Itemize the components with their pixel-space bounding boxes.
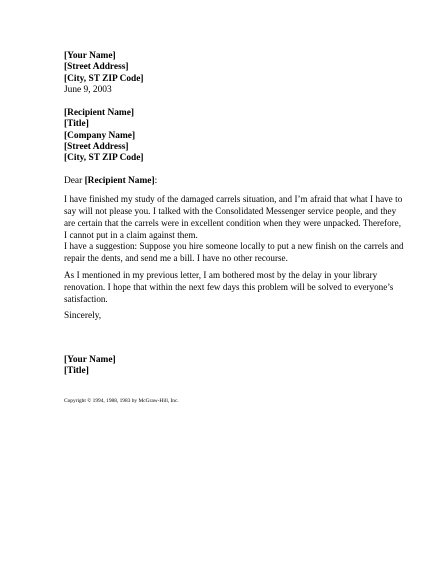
letter-date: June 9, 2003	[64, 84, 112, 95]
recipient-city[interactable]: [City, ST ZIP Code]	[64, 153, 144, 164]
recipient-street[interactable]: [Street Address]	[64, 141, 129, 152]
sender-city[interactable]: [City, ST ZIP Code]	[64, 73, 144, 84]
salutation-prefix: Dear	[64, 176, 85, 186]
closing-text: Sincerely,	[64, 311, 102, 321]
recipient-address-block	[64, 108, 404, 164]
signature-title[interactable]: [Title]	[64, 366, 89, 377]
body-paragraph-2	[64, 241, 404, 265]
salutation	[64, 176, 404, 187]
signature-block	[64, 355, 404, 378]
closing	[64, 311, 404, 322]
sender-street[interactable]: [Street Address]	[64, 62, 129, 73]
salutation-recipient-name[interactable]: [Recipient Name]	[84, 176, 155, 186]
recipient-company[interactable]: [Company Name]	[64, 130, 136, 141]
recipient-title[interactable]: [Title]	[64, 119, 89, 130]
body-paragraph-1	[64, 194, 404, 242]
paragraph-text: I have a suggestion: Suppose you hire someone locally to put a new finish on the carrels and repair the dents, and send me a bill. I have no other recourse.	[64, 241, 404, 263]
copyright-text: Copyright © 1994, 1988, 1983 by McGraw-Hill, Inc.	[64, 398, 179, 404]
paragraph-text: I have finished my study of the damaged carrels situation, and I’m afraid that what I have to say will not please you. I talked with the Consolidated Messenger service people, and they are certain that the carrels were in excellent condition when they were unpacked. Therefore, I cannot put in a claim against them.	[64, 194, 403, 240]
paragraph-text: As I mentioned in my previous letter, I am bothered most by the delay in your library renovation. I hope that within the next few days this problem will be solved to everyone’s satisfaction.	[64, 270, 394, 304]
sender-address-block	[64, 51, 404, 96]
signature-name[interactable]: [Your Name]	[64, 355, 116, 365]
sender-name[interactable]: [Your Name]	[64, 51, 116, 61]
copyright-notice	[64, 389, 404, 407]
body-paragraph-3	[64, 270, 404, 306]
recipient-name[interactable]: [Recipient Name]	[64, 108, 135, 118]
salutation-suffix: :	[154, 176, 158, 186]
